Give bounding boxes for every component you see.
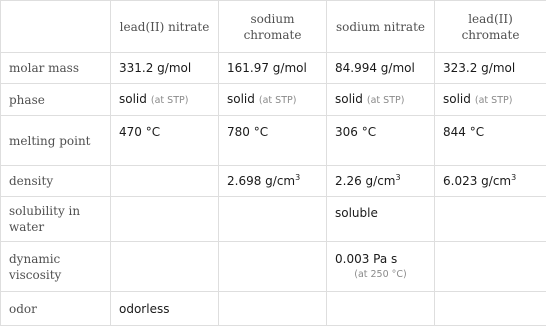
table-cell — [219, 197, 327, 242]
table-row — [1, 242, 546, 292]
table-cell — [111, 84, 219, 116]
table-row — [1, 116, 546, 166]
table-cell — [327, 242, 435, 292]
table-cell: 84.994 g/mol — [327, 53, 435, 84]
cell-value: solid — [227, 91, 255, 106]
table-row — [1, 84, 546, 116]
corner-cell — [1, 1, 111, 53]
row-header: density — [1, 166, 111, 197]
table-cell: 331.2 g/mol — [111, 53, 219, 84]
table-cell: soluble — [327, 197, 435, 242]
superscript: 3 — [511, 173, 517, 182]
column-header: lead(II) nitrate — [111, 1, 219, 53]
cell-value: 2.26 g/cm — [335, 174, 396, 188]
table-cell: 470 °C — [111, 116, 219, 166]
table-cell — [327, 166, 435, 197]
table-cell — [219, 292, 327, 326]
table-row — [1, 166, 546, 197]
table-cell — [327, 84, 435, 116]
superscript: 3 — [395, 173, 401, 182]
row-header: molar mass — [1, 53, 111, 84]
row-header: odor — [1, 292, 111, 326]
cell-value: 6.023 g/cm — [443, 174, 512, 188]
row-header: phase — [1, 84, 111, 116]
condition-note: (at STP) — [366, 94, 405, 106]
header-row — [1, 1, 546, 53]
condition-note: (at STP) — [258, 94, 297, 106]
table-cell — [435, 84, 546, 116]
table-row — [1, 197, 546, 242]
condition-note: (at STP) — [150, 94, 189, 106]
table-cell — [435, 166, 546, 197]
cell-value: solid — [443, 91, 471, 106]
cell-value: 2.698 g/cm — [227, 174, 296, 188]
column-header: sodium nitrate — [327, 1, 435, 53]
row-header: solubility in water — [1, 197, 111, 242]
column-header: sodium chromate — [219, 1, 327, 53]
table-cell — [219, 166, 327, 197]
table-cell: 844 °C — [435, 116, 546, 166]
table-cell: 323.2 g/mol — [435, 53, 546, 84]
superscript: 3 — [295, 173, 301, 182]
table-cell: 161.97 g/mol — [219, 53, 327, 84]
table-cell — [111, 197, 219, 242]
condition-note: (at STP) — [474, 94, 513, 106]
cell-value: 0.003 Pa s — [335, 251, 398, 266]
table-row — [1, 292, 546, 326]
row-header: melting point — [1, 116, 111, 166]
table-cell: odorless — [111, 292, 219, 326]
table-row — [1, 53, 546, 84]
table-cell — [327, 292, 435, 326]
table-cell: 306 °C — [327, 116, 435, 166]
cell-value: solid — [119, 91, 147, 106]
table-cell — [435, 197, 546, 242]
column-header: lead(II) chromate — [435, 1, 546, 53]
table-cell — [219, 84, 327, 116]
table-cell — [219, 242, 327, 292]
table-cell — [111, 242, 219, 292]
condition-note: (at 250 °C) — [354, 268, 407, 280]
table-cell: 780 °C — [219, 116, 327, 166]
table-cell — [111, 166, 219, 197]
table-cell — [435, 292, 546, 326]
row-header: dynamic viscosity — [1, 242, 111, 292]
table-cell — [435, 242, 546, 292]
cell-value: solid — [335, 91, 363, 106]
